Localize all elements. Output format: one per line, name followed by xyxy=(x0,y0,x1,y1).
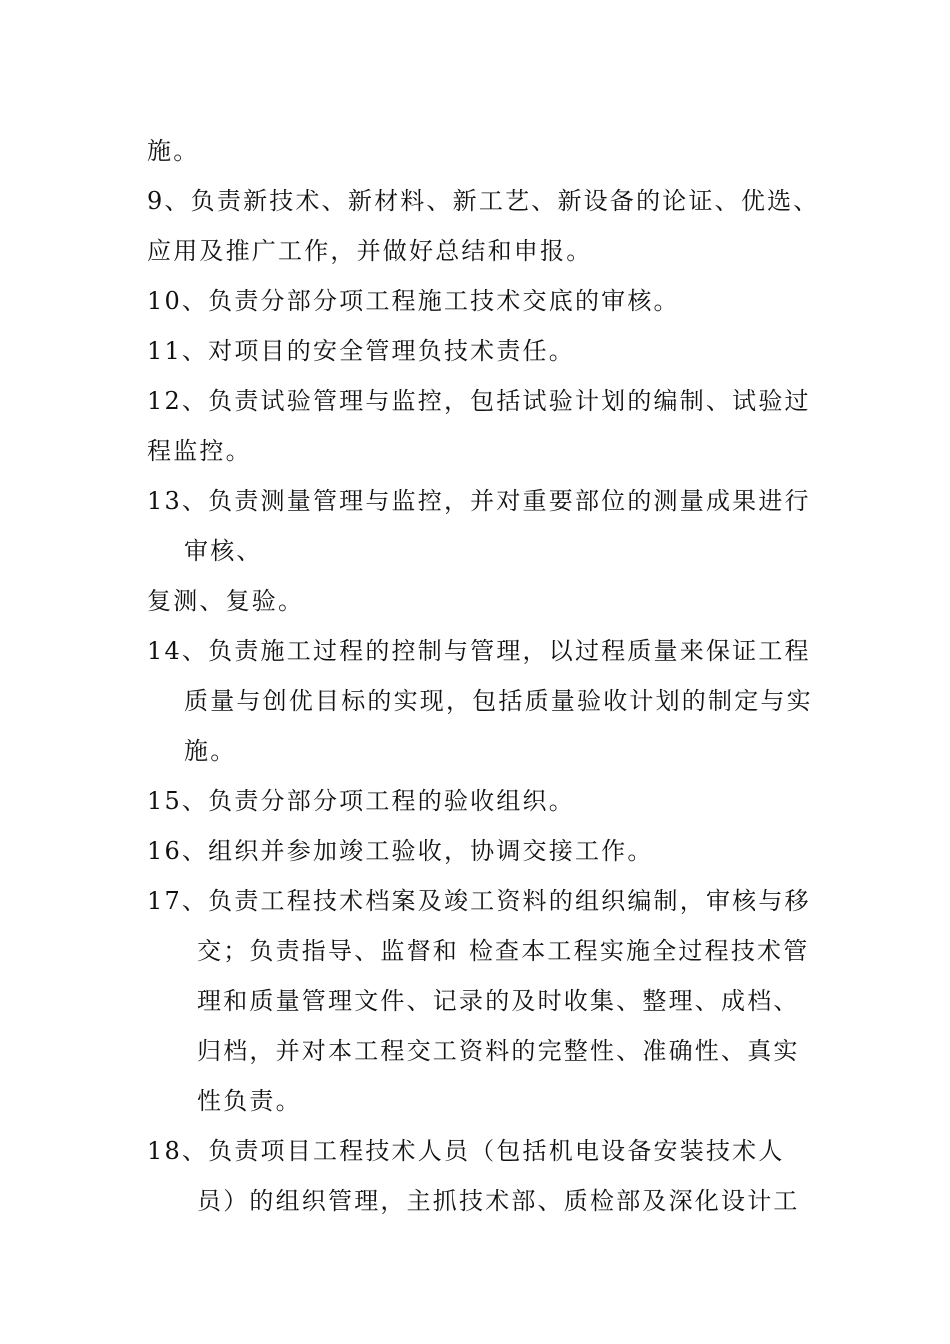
list-item-15: 15、负责分部分项工程的验收组织。 xyxy=(147,787,575,815)
list-item-18: 18、负责项目工程技术人员（包括机电设备安装技术人 xyxy=(147,1137,785,1165)
text-line: 程监控。 xyxy=(147,437,252,465)
text-line: 质量与创优目标的实现，包括质量验收计划的制定与实 xyxy=(184,687,813,715)
list-item-9: 9、负责新技术、新材料、新工艺、新设备的论证、优选、 xyxy=(147,187,820,215)
text-line: 应用及推广工作，并做好总结和申报。 xyxy=(147,237,593,265)
list-item-16: 16、组织并参加竣工验收，协调交接工作。 xyxy=(147,837,654,865)
text-line: 性负责。 xyxy=(197,1087,302,1115)
text-line: 交；负责指导、监督和 检查本工程实施全过程技术管 xyxy=(197,937,810,965)
text-line: 归档，并对本工程交工资料的完整性、准确性、真实 xyxy=(197,1037,800,1065)
text-line: 施。 xyxy=(184,737,237,765)
text-line: 理和质量管理文件、记录的及时收集、整理、成档、 xyxy=(197,987,800,1015)
list-item-10: 10、负责分部分项工程施工技术交底的审核。 xyxy=(147,287,680,315)
list-item-11: 11、对项目的安全管理负技术责任。 xyxy=(147,337,575,365)
text-line: 复测、复验。 xyxy=(147,587,305,615)
list-item-12: 12、负责试验管理与监控，包括试验计划的编制、试验过 xyxy=(147,387,811,415)
text-line: 施。 xyxy=(147,137,200,165)
list-item-13: 13、负责测量管理与监控，并对重要部位的测量成果进行 xyxy=(147,487,811,515)
text-line: 审核、 xyxy=(184,537,263,565)
list-item-14: 14、负责施工过程的控制与管理，以过程质量来保证工程 xyxy=(147,637,811,665)
list-item-17: 17、负责工程技术档案及竣工资料的组织编制，审核与移 xyxy=(147,887,811,915)
text-line: 员）的组织管理，主抓技术部、质检部及深化设计工 xyxy=(197,1187,800,1215)
